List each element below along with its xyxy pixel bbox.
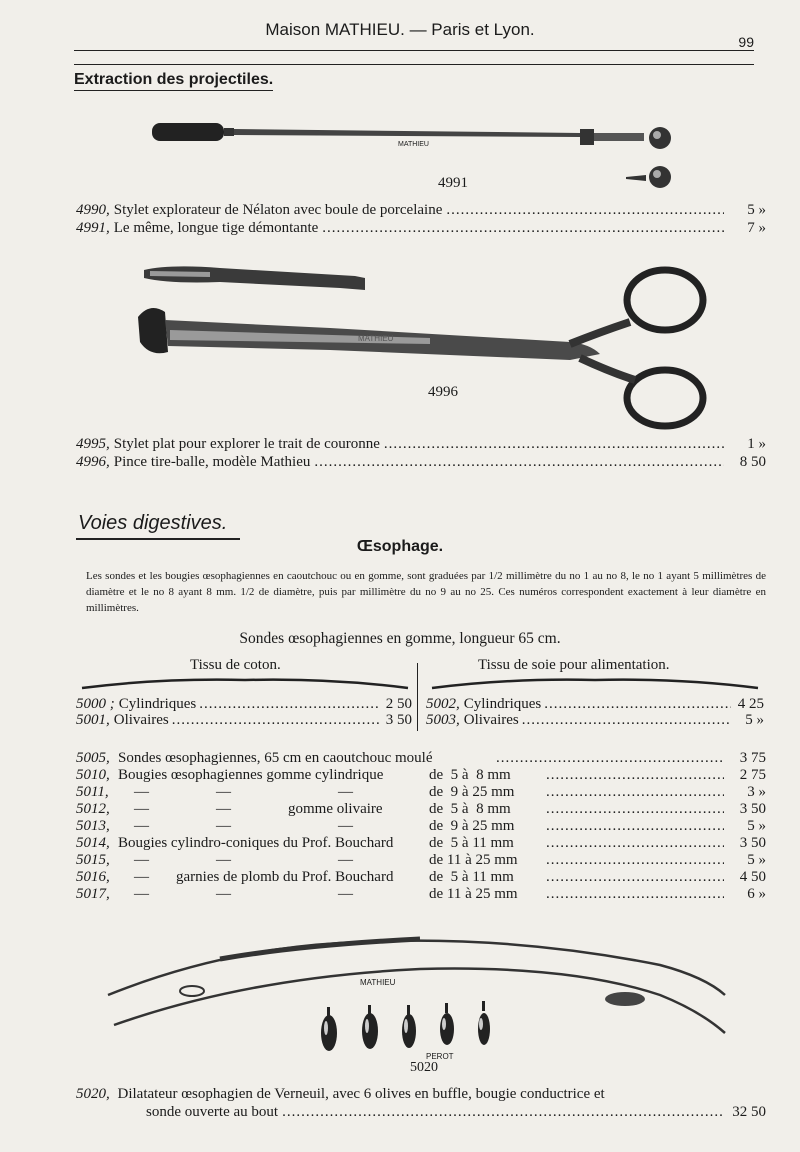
dot-leader — [322, 220, 724, 237]
dot-leader — [546, 869, 724, 886]
entry-price: 5 » — [747, 852, 766, 868]
entry-range: de 5 à 11 mm — [429, 869, 514, 885]
entry-number: 4990, — [76, 202, 110, 218]
entry-price: 32 50 — [732, 1104, 766, 1120]
dilator-illustration — [100, 925, 740, 1075]
entry-price: 6 » — [747, 886, 766, 902]
section-title-extraction: Extraction des projectiles. — [74, 71, 273, 91]
figure-label-5020: 5020 — [410, 1060, 438, 1075]
dot-leader — [199, 696, 379, 713]
entry-number: 5011, — [76, 784, 109, 800]
dot-leader — [522, 712, 731, 729]
entry-number: 5014, — [76, 835, 110, 851]
entry-text: Le même, longue tige démontante — [113, 220, 319, 236]
header-rule-thin — [74, 64, 754, 65]
ditto-mark: — — [216, 784, 231, 800]
engraver-signature: PEROT — [426, 1052, 454, 1061]
catalog-entry-continuation — [146, 1104, 766, 1121]
entry-text: Bougies œsophagiennes gomme cylindrique — [118, 767, 384, 783]
entry-range: de 9 à 25 mm — [429, 784, 515, 800]
ditto-mark: — — [134, 886, 149, 902]
sondes-heading: Sondes œsophagiennes en gomme, longueur 65 cm. — [239, 630, 561, 647]
entry-number: 5005, — [76, 750, 110, 766]
entry-text: Dilatateur œsophagien de Verneuil, avec 6 olives en buffle, bougie conductrice et — [117, 1086, 605, 1102]
entry-range: de 11 à 25 mm — [429, 886, 518, 902]
entry-text: Stylet plat pour explorer le trait de couronne — [113, 436, 380, 452]
ditto-mark: — — [216, 801, 231, 817]
entry-price: 2 50 — [385, 696, 412, 712]
entry-text: Pince tire-balle, modèle Mathieu — [113, 454, 311, 470]
entry-text: Cylindriques — [118, 696, 197, 712]
entry-price: 3 50 — [739, 835, 766, 851]
list-item — [76, 712, 412, 729]
dot-leader — [546, 886, 724, 903]
entry-number: 5001, — [76, 712, 110, 728]
intro-paragraph: Les sondes et les bougies œsophagiennes en caoutchouc ou en gomme, sont graduées par 1/2 millimètre du no 1 au no 8, le no 1 ayant 5 millimètres de diamètre et le no 8 ayant 8 mm. 1/2 de diamètre, puis par millimètre du no 9 au no 25. Ces numéros correspondent exactement à leur diamètre en millimètres. — [86, 570, 766, 614]
entry-text: Bougies cylindro-coniques du Prof. Bouchard — [118, 835, 394, 851]
catalog-entry — [76, 202, 766, 219]
entry-number: 5012, — [76, 801, 110, 817]
entry-price: 7 » — [747, 220, 766, 236]
ditto-mark: — — [216, 818, 231, 834]
entry-text: Olivaires — [463, 712, 519, 728]
dot-leader — [546, 784, 724, 801]
entry-number: 5015, — [76, 852, 110, 868]
page-header: Maison MATHIEU. — Paris et Lyon. — [265, 20, 535, 39]
entry-number: 4991, — [76, 220, 110, 236]
header-rule — [74, 50, 754, 51]
forceps-illustration — [130, 262, 710, 432]
entry-range: de 9 à 25 mm — [429, 818, 515, 834]
entry-price: 3 50 — [739, 801, 766, 817]
catalog-entry — [76, 436, 766, 453]
entry-number: 5016, — [76, 869, 110, 885]
ditto-mark: — — [134, 801, 149, 817]
entry-number: 4995, — [76, 436, 110, 452]
stylet-illustration — [150, 118, 680, 193]
entry-text: Sondes œsophagiennes, 65 cm en caoutchouc moulé — [118, 750, 433, 766]
entry-number: 5010, — [76, 767, 110, 783]
entry-text: gomme olivaire — [288, 801, 383, 817]
entry-text: garnies de plomb du Prof. Bouchard — [176, 869, 394, 885]
dot-leader — [546, 767, 724, 784]
entry-number: 5003, — [426, 712, 460, 728]
ditto-mark: — — [338, 784, 353, 800]
section-title-voies-digestives: Voies digestives. — [78, 512, 228, 534]
entry-price: 3 50 — [385, 712, 412, 728]
bougie-price-list — [76, 750, 766, 900]
dot-leader — [546, 835, 724, 852]
list-item — [76, 696, 412, 713]
figure-stamp: MATHIEU — [360, 978, 396, 987]
figure-label-4991: 4991 — [438, 175, 468, 191]
entry-price: 3 75 — [739, 750, 766, 766]
entry-price: 5 » — [745, 712, 764, 728]
entry-range: de 5 à 8 mm — [429, 801, 511, 817]
list-item — [426, 712, 764, 729]
entry-text: Stylet explorateur de Nélaton avec boule de porcelaine — [113, 202, 443, 218]
dot-leader — [446, 202, 724, 219]
entry-price: 4 50 — [739, 869, 766, 885]
dot-leader — [546, 852, 724, 869]
entry-number: 5002, — [426, 696, 460, 712]
ditto-mark: — — [338, 852, 353, 868]
page-number: 99 — [738, 34, 754, 50]
entry-price: 8 50 — [739, 454, 766, 470]
entry-number: 5017, — [76, 886, 110, 902]
dot-leader — [496, 750, 724, 767]
column-divider — [417, 663, 418, 731]
ditto-mark: — — [338, 818, 353, 834]
ditto-mark: — — [134, 784, 149, 800]
figure-stamp: MATHIEU — [398, 141, 429, 148]
entry-price: 1 » — [747, 436, 766, 452]
dot-leader — [544, 696, 731, 713]
entry-price: 5 » — [747, 818, 766, 834]
ditto-mark: — — [134, 852, 149, 868]
dot-leader — [282, 1104, 724, 1121]
subsection-title-oesophage: Œsophage. — [356, 538, 444, 555]
entry-price: 3 » — [747, 784, 766, 800]
brace-left — [80, 676, 410, 692]
ditto-mark: — — [338, 886, 353, 902]
entry-text: sonde ouverte au bout — [146, 1104, 279, 1120]
column-heading-coton: Tissu de coton. — [190, 657, 281, 673]
list-item — [426, 696, 764, 713]
entry-range: de 5 à 11 mm — [429, 835, 514, 851]
entry-range: de 11 à 25 mm — [429, 852, 518, 868]
entry-text: Olivaires — [113, 712, 169, 728]
entry-price: 5 » — [747, 202, 766, 218]
entry-number: 4996, — [76, 454, 110, 470]
dot-leader — [384, 436, 724, 453]
dot-leader — [546, 818, 724, 835]
dot-leader — [172, 712, 379, 729]
catalog-entry — [76, 454, 766, 471]
brace-right — [430, 676, 760, 692]
ditto-mark: — — [134, 818, 149, 834]
entry-number: 5013, — [76, 818, 110, 834]
figure-stamp: MATHIEU — [358, 334, 394, 343]
entry-number: 5000 ; — [76, 696, 115, 712]
ditto-mark: — — [216, 852, 231, 868]
entry-text: Cylindriques — [463, 696, 542, 712]
entry-range: de 5 à 8 mm — [429, 767, 511, 783]
catalog-entry — [76, 220, 766, 237]
entry-price: 2 75 — [739, 767, 766, 783]
dot-leader — [546, 801, 724, 818]
entry-price: 4 25 — [737, 696, 764, 712]
ditto-mark: — — [216, 886, 231, 902]
catalog-entry — [76, 1086, 766, 1103]
entry-number: 5020, — [76, 1086, 110, 1102]
ditto-mark: — — [134, 869, 149, 885]
column-heading-soie: Tissu de soie pour alimentation. — [478, 657, 670, 673]
dot-leader — [314, 454, 724, 471]
figure-label-4996: 4996 — [428, 384, 458, 400]
